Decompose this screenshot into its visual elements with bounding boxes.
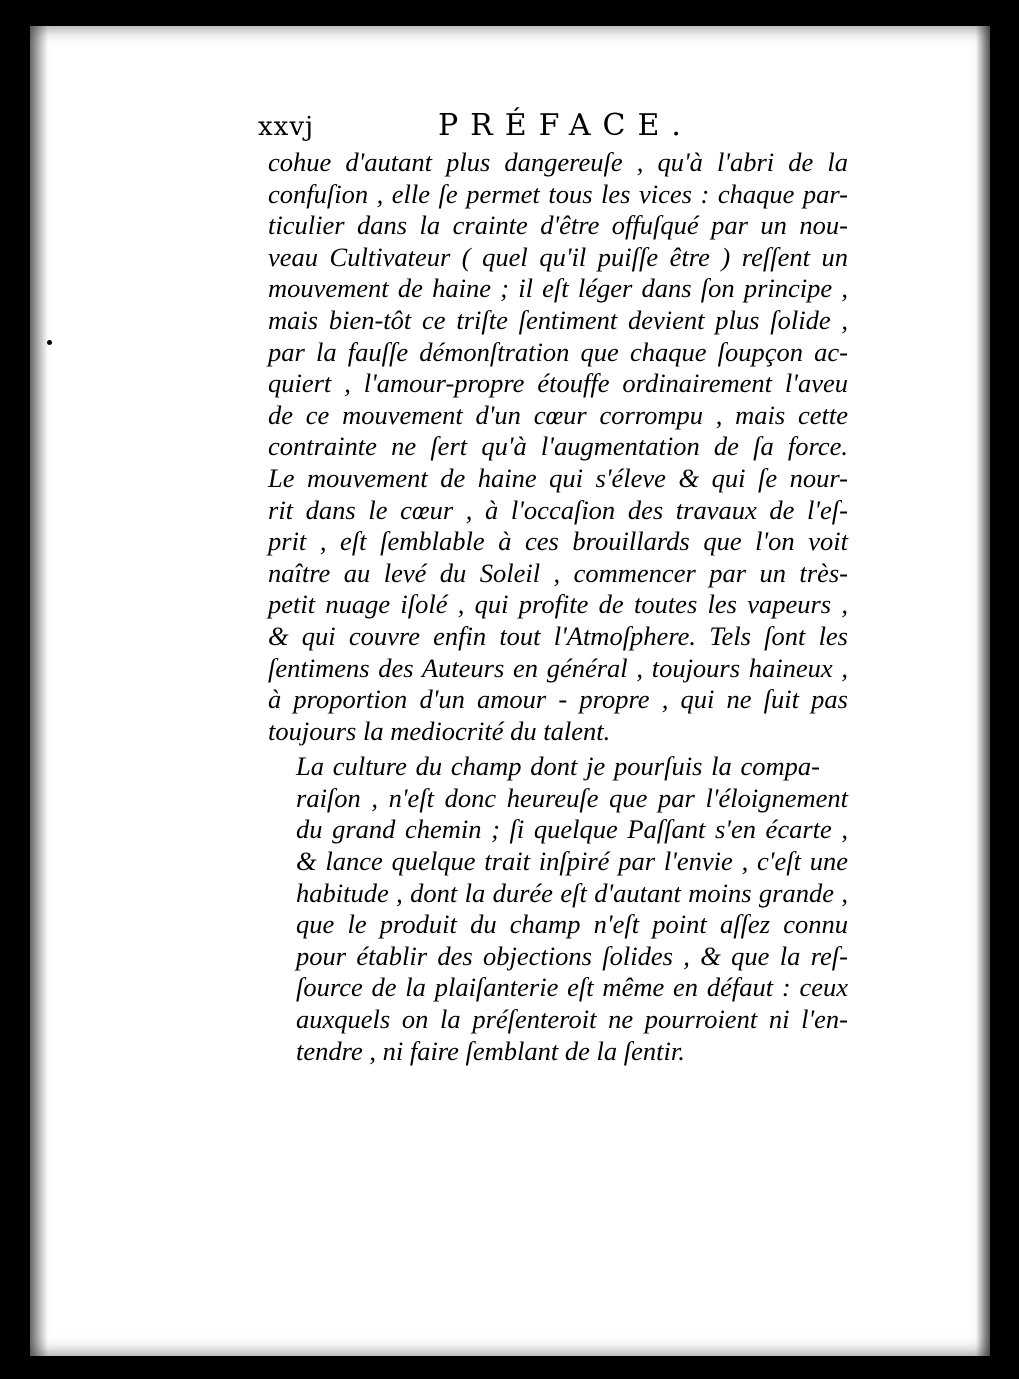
margin-ink-mark — [47, 340, 52, 345]
running-title: PRÉFACE. — [438, 108, 693, 143]
text-line: prit , eſt ſemblable à ces brouillards que l'on voit — [268, 526, 848, 557]
text-line: petit nuage iſolé , qui profite de toutes les vapeurs , — [268, 589, 848, 620]
page-left-shadow — [30, 26, 48, 1356]
text-line: pour établir des objections ſolides , & que la reſ- — [296, 940, 848, 971]
text-line: raiſon , n'eſt donc heureuſe que par l'éloignement — [296, 782, 848, 813]
text-line: tendre , ni faire ſemblant de la ſentir. — [296, 1035, 685, 1066]
body-text — [268, 147, 888, 1067]
text-line: du grand chemin ; ſi quelque Paſſant s'en écarte , — [296, 814, 848, 845]
text-line: auxquels on la préſenteroit ne pourroient ni l'en- — [296, 1004, 848, 1035]
text-line: à proportion d'un amour - propre , qui ne ſuit pas — [268, 684, 848, 715]
text-line: ſource de la plaiſanterie eſt même en défaut : ceux — [296, 972, 848, 1003]
text-line: ſentimens des Auteurs en général , toujours haineux , — [268, 652, 848, 683]
text-line: ticulier dans la crainte d'être offuſqué par un nou- — [268, 210, 848, 241]
text-line: toujours la mediocrité du talent. — [268, 715, 611, 746]
paragraph-2 — [268, 751, 888, 1067]
text-line: cohue d'autant plus dangereuſe , qu'à l'abri de la — [268, 147, 848, 177]
text-line: naître au levé du Soleil , commencer par un très- — [268, 557, 848, 588]
text-line: que le produit du champ n'eſt point aſſez connu — [296, 909, 848, 940]
text-line: mouvement de haine ; il eſt léger dans ſon principe , — [268, 273, 848, 304]
text-line: mais bien-tôt ce triſte ſentiment devient plus ſolide , — [268, 304, 848, 335]
text-line: rit dans le cœur , à l'occaſion des travaux de l'eſ- — [268, 494, 848, 525]
text-line: confuſion , elle ſe permet tous les vices : chaque par- — [268, 178, 848, 209]
text-line: & qui couvre enfin tout l'Atmoſphere. Tels ſont les — [268, 620, 848, 651]
text-line: quiert , l'amour-propre étouffe ordinairement l'aveu — [268, 368, 848, 399]
text-line: veau Cultivateur ( quel qu'il puiſſe être ) reſſent un — [268, 241, 848, 272]
running-head — [258, 108, 858, 148]
text-line: La culture du champ dont je pourſuis la compa- — [296, 751, 820, 782]
text-line: de ce mouvement d'un cœur corrompu , mais cette — [268, 399, 848, 430]
page-right-shadow — [976, 26, 990, 1356]
text-line: habitude , dont la durée eſt d'autant moins grande , — [296, 877, 848, 908]
text-line: & lance quelque trait inſpiré par l'envie , c'eſt une — [296, 846, 848, 877]
paragraph-1 — [268, 147, 888, 747]
text-line: par la fauſſe démonſtration que chaque ſoupçon ac- — [268, 336, 848, 367]
text-line: Le mouvement de haine qui s'éleve & qui ſe nour- — [268, 462, 848, 493]
text-line: contrainte ne ſert qu'à l'augmentation de ſa force. — [268, 431, 848, 462]
page-number: xxvj — [258, 112, 315, 142]
